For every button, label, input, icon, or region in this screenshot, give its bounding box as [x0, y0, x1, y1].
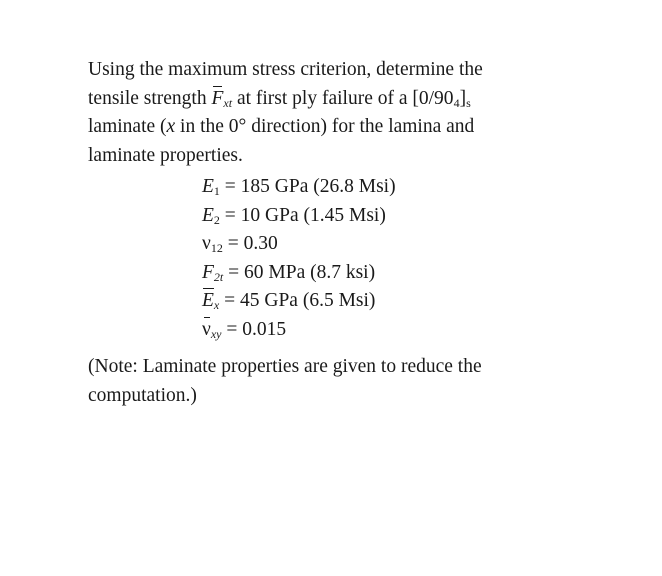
property-ex: $E_x = 45$ GPa (6.5 Msi) — [202, 287, 574, 316]
property-nuxy: $\nu_{xy} = 0.015$ — [202, 316, 574, 345]
tensile-strength-subscript: xt — [223, 95, 233, 110]
note-line-2: computation.) — [88, 384, 197, 406]
line2-before: tensile strength — [88, 87, 212, 109]
layup-subscript-4: 4 — [453, 95, 460, 110]
problem-line-4: laminate properties. — [88, 144, 243, 166]
problem-line-3: laminate (x in the 0° direction) for the lamina and — [88, 116, 475, 137]
layup-subscript-s: s — [466, 95, 471, 110]
property-nu12: $\nu_{12} = 0.30$ — [202, 233, 278, 255]
nuxy-bar-symbol: ν — [202, 316, 211, 345]
line2-end: ] — [459, 87, 467, 109]
note-paragraph — [88, 353, 574, 410]
problem-line-1: Using the maximum stress criterion, determine the — [88, 59, 483, 80]
ex-bar-symbol: E — [202, 287, 214, 316]
problem-line-2 — [88, 85, 574, 114]
property-f2t: $F_{2t} = 60$ MPa (8.7 ksi) — [202, 261, 376, 284]
note-line-1: (Note: Laminate properties are given to reduce the — [88, 356, 482, 377]
properties-list — [202, 173, 574, 344]
property-e1: $E_1 = 185$ GPa (26.8 Msi) — [202, 176, 396, 198]
x-symbol: x — [166, 116, 176, 137]
line2-after: at first ply failure of a [0/90 — [232, 87, 454, 109]
tensile-strength-symbol: F — [211, 85, 223, 114]
property-e2: $E_2 = 10$ GPa (1.45 Msi) — [202, 204, 386, 227]
problem-paragraph — [88, 56, 574, 170]
problem-statement — [88, 56, 574, 410]
